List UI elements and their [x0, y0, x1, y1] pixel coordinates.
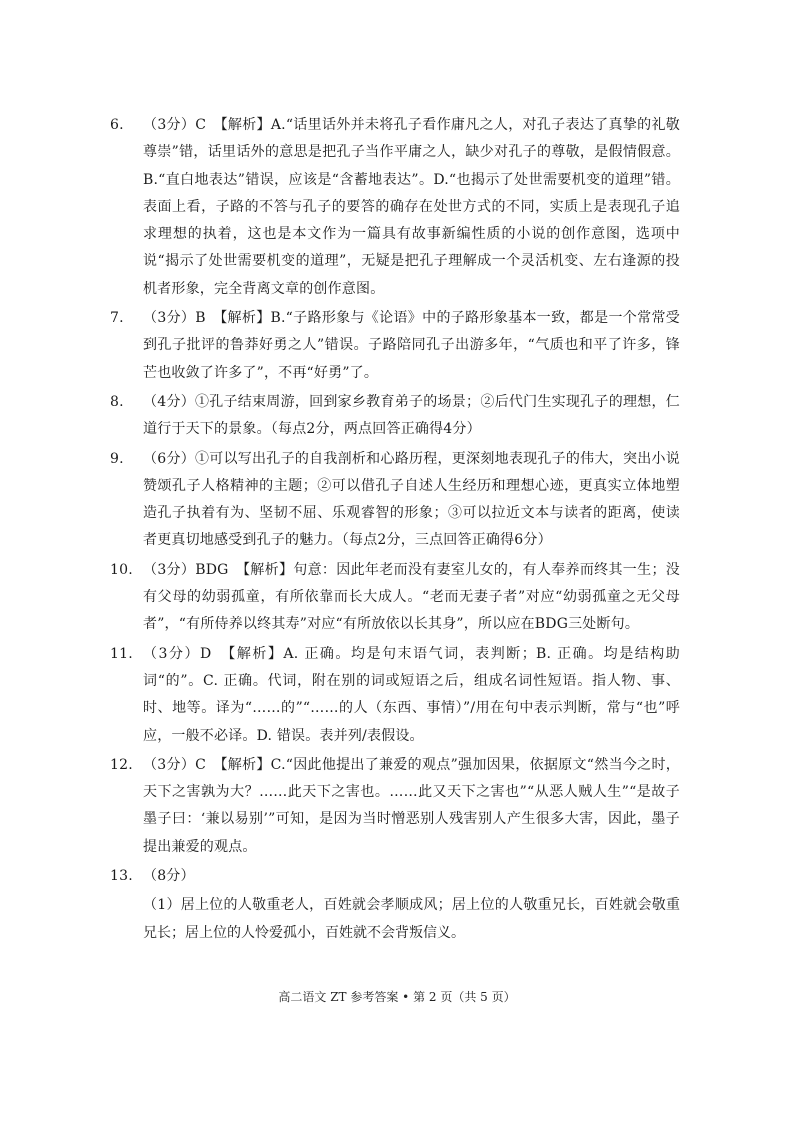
question-number: 7.: [110, 310, 124, 327]
answer-item-12: [110, 752, 680, 861]
answer-text: （3分）C 【解析】C.“因此他提出了兼爱的观点”强加因果，依据原文“然当今之时，天下之害孰为大？……此天下之害也。……此又天下之害也”“从恶人贼人生”“是故子墨子曰：‘兼以易别’”可知，是因为当时憎恶别人残害别人产生很多大害，因此，墨子提出兼爱的观点。: [143, 756, 680, 855]
question-number: 10.: [110, 561, 133, 578]
answer-item-9: [110, 446, 680, 555]
answer-text: （4分）①孔子结束周游，回到家乡教育弟子的场景；②后代门生实现孔子的理想，仁道行于天下的景象。（每点2分，两点回答正确得4分）: [143, 393, 680, 438]
answer-text: （8分）: [143, 868, 195, 885]
answer-list: [110, 112, 680, 947]
answer-item-10: [110, 557, 680, 639]
question-number: 6.: [110, 117, 124, 133]
question-number: 9.: [110, 450, 124, 467]
answer-item-6: [110, 112, 680, 303]
page-footer: 高二语文 ZT 参考答案 • 第 2 页（共 5 页）: [278, 990, 516, 1004]
answer-item-8: [110, 389, 680, 444]
question-number: 12.: [110, 756, 133, 773]
answer-text: （3分）B 【解析】B.“子路形象与《论语》中的子路形象基本一致，都是一个常常受到孔子批评的鲁莽好勇之人”错误。子路陪同孔子出游多年，“气质也和平了许多，锋芒也收敛了许多了”，不再“好勇”了。: [143, 310, 680, 381]
question-number: 13.: [110, 868, 133, 885]
answer-item-7: [110, 305, 680, 387]
answer-text: （3分）BDG 【解析】句意：因此年老而没有妻室儿女的，有人奉养而终其一生；没有父母的幼弱孤童，有所依靠而长大成人。“老而无妻子者”对应“幼弱孤童之无父母者”，“有所侍养以终其寿”对应“有所放依以长其身”，所以应在BDG三处断句。: [143, 561, 680, 633]
answer-sub-item-1: （1）居上位的人敬重老人，百姓就会孝顺成风；居上位的人敬重兄长，百姓就会敬重兄长；居上位的人怜爱孤小，百姓就不会背叛信义。: [143, 897, 680, 941]
answer-item-11: [110, 641, 680, 750]
answer-item-13: [110, 863, 680, 890]
answer-text: （3分）C 【解析】A.“话里话外并未将孔子看作庸凡之人，对孔子表达了真挚的礼敬尊崇”错，话里话外的意思是把孔子当作平庸之人，缺少对孔子的尊敬，是假情假意。B.“直白地表达”错误，应该是“含蓄地表达”。D.“也揭示了处世需要机变的道理”错。表面上看，子路的不答与孔子的要答的确存在处世方式的不同，实质上是表现孔子追求理想的执着，这也是本文作为一篇具有故事新编性质的小说的创作意图，选项中说“揭示了处世需要机变的道理”，无疑是把孔子理解成一个灵活机变、左右逢源的投机者形象，完全背离文章的创作意图。: [143, 117, 680, 297]
question-number: 11.: [110, 645, 133, 662]
answer-text: （3分）D 【解析】A. 正确。均是句末语气词，表判断；B. 正确。均是结构助词“的”。C. 正确。代词，附在别的词或短语之后，组成名词性短语。指人物、事、时、地等。译为“……的”“……的人（东西、事情）”/用在句中表示判断，常与“也”呼应，一般不必译。D. 错误。表并列/表假设。: [143, 645, 680, 744]
question-number: 8.: [110, 393, 124, 410]
answer-text: （6分）①可以写出孔子的自我剖析和心路历程，更深刻地表现孔子的伟大，突出小说赞颂孔子人格精神的主题；②可以借孔子自述人生经历和理想心迹，更真实立体地塑造孔子执着有为、坚韧不屈、乐观睿智的形象；③可以拉近文本与读者的距离，使读者更真切地感受到孔子的魅力。（每点2分，三点回答正确得6分）: [143, 450, 680, 549]
